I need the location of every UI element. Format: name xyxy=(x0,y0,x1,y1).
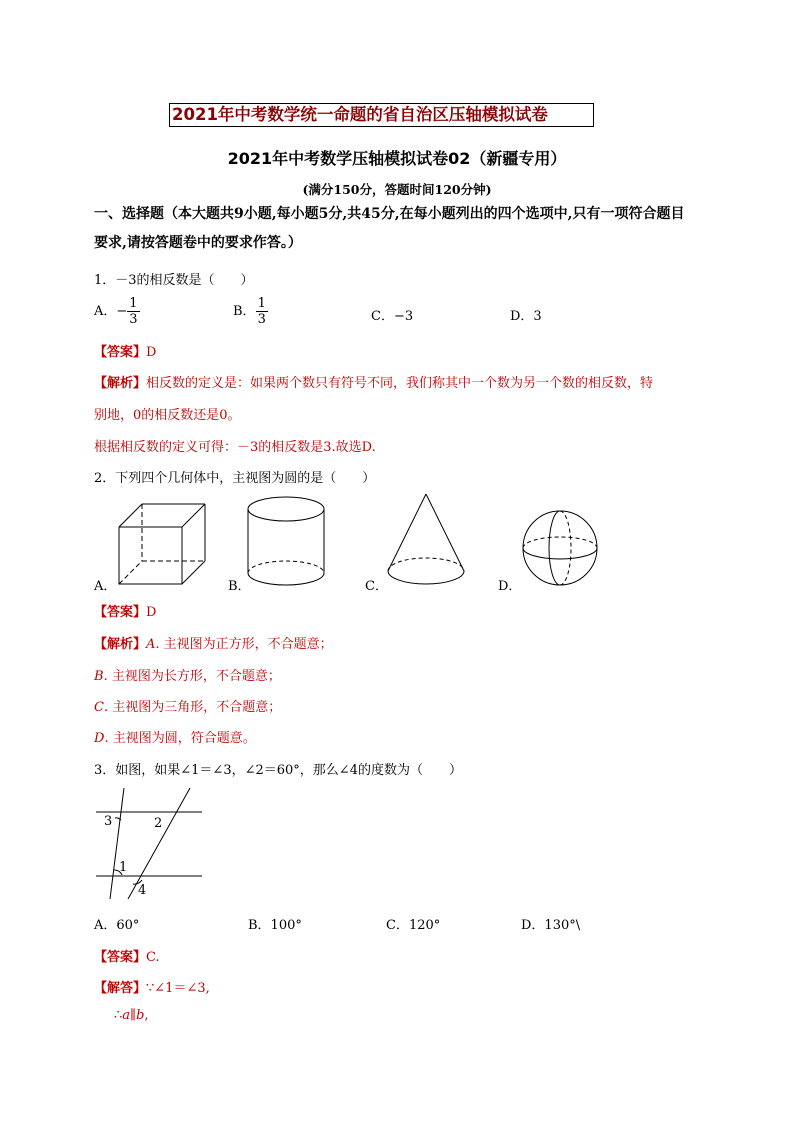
cylinder-figure xyxy=(247,496,327,588)
angle-label-3: 3 xyxy=(104,814,113,829)
q1-option-a-label: A． xyxy=(94,304,117,319)
q3-solution-line1 xyxy=(94,977,210,996)
q2-analysis-text-c: . 主视图为三角形，不合题意； xyxy=(103,700,282,715)
q2-answer-value: D xyxy=(146,605,157,620)
angle-label-1: 1 xyxy=(119,860,128,875)
answer-label: 【答案】 xyxy=(94,950,147,965)
cube-figure xyxy=(118,502,208,586)
q2-option-d: D． xyxy=(498,579,522,594)
paper-title: 2021年中考数学压轴模拟试卷02（新疆专用） xyxy=(227,149,567,168)
answer-label: 【答案】 xyxy=(94,345,147,360)
q3-answer xyxy=(94,946,160,965)
q3-solution-comma: , xyxy=(144,1008,149,1023)
q1-analysis-line2: 别地，0的相反数还是0。 xyxy=(94,408,241,423)
q2-analysis-letter-b: B xyxy=(94,669,104,684)
paper-banner: 2021年中考数学统一命题的省自治区压轴模拟试卷 xyxy=(169,103,594,127)
q3-line-a-symbol: a xyxy=(122,1008,131,1023)
q2-answer xyxy=(94,601,156,620)
section-heading-line2: 要求,请按答题卷中的要求作答。） xyxy=(94,235,302,251)
q1-answer xyxy=(94,341,156,360)
q1-option-b-denominator: 3 xyxy=(257,312,266,327)
q3-solution-line2 xyxy=(114,1008,149,1023)
q2-analysis-text-d: . 主视图为圆，符合题意。 xyxy=(104,731,256,746)
q2-stem: 2．下列四个几何体中，主视图为圆的是（ ） xyxy=(94,471,376,486)
q2-option-b: B． xyxy=(228,579,251,594)
q2-analysis-line-b xyxy=(94,665,281,684)
q3-line-b-symbol: b xyxy=(136,1008,145,1023)
transversal-left xyxy=(110,788,124,899)
q3-option-c: C．120° xyxy=(386,918,441,933)
q3-answer-value: C. xyxy=(146,950,160,965)
q2-analysis-letter-c: C xyxy=(94,700,104,715)
q1-option-a-numerator: 1 xyxy=(129,296,138,311)
cone-figure xyxy=(386,493,468,589)
q1-option-d: D．3 xyxy=(510,309,542,324)
q3-option-b: B．100° xyxy=(248,918,302,933)
analysis-label: 【解析】 xyxy=(94,376,147,391)
q1-option-a-denominator: 3 xyxy=(129,312,138,327)
q2-analysis-letter-d: D xyxy=(94,731,105,746)
q3-parallel-symbol: ∥ xyxy=(130,1008,137,1023)
answer-label: 【答案】 xyxy=(94,605,147,620)
q1-analysis-line1 xyxy=(94,372,653,391)
q2-analysis-text-b: . 主视图为长方形，不合题意； xyxy=(103,669,281,684)
q1-analysis-line3: 根据相反数的定义可得：－3的相反数是3.故选D. xyxy=(94,440,376,455)
q2-option-c: C． xyxy=(365,579,388,594)
section-heading-line1: 一、选择题（本大题共9小题,每小题5分,共45分,在每小题列出的四个选项中,只有一项符合题目 xyxy=(94,206,685,222)
q1-analysis-text1: 相反数的定义是：如果两个数只有符号不同，我们称其中一个数为另一个数的相反数，特 xyxy=(146,376,654,391)
parallel-lines-figure xyxy=(94,784,206,902)
q3-solution-text1: ∵∠1＝∠3, xyxy=(146,981,210,996)
q3-option-a: A．60° xyxy=(94,918,140,933)
q1-option-c: C．−3 xyxy=(371,309,414,324)
q2-analysis-line-c xyxy=(94,696,281,715)
section-heading xyxy=(94,200,714,258)
paper-subtitle: (满分150分，答题时间120分钟) xyxy=(302,182,492,197)
q1-option-b-label: B． xyxy=(233,304,256,319)
solution-label: 【解答】 xyxy=(94,981,147,996)
angle-label-4: 4 xyxy=(138,883,147,898)
q3-stem: 3．如图，如果∠1＝∠3，∠2＝60°，那么∠4的度数为（ ） xyxy=(94,763,462,778)
q1-stem: 1．－3的相反数是（ ） xyxy=(94,273,254,288)
q1-option-a-sign: − xyxy=(116,304,128,319)
q3-therefore-symbol: ∴ xyxy=(114,1008,123,1023)
q1-option-a-fraction xyxy=(127,296,139,327)
q3-option-d: D．130°\ xyxy=(521,918,581,933)
q1-answer-value: D xyxy=(146,345,157,360)
angle-label-2: 2 xyxy=(154,816,163,831)
q2-analysis-letter-a: A xyxy=(146,637,156,652)
q2-analysis-line-a xyxy=(94,633,333,652)
q2-option-a: A． xyxy=(94,579,117,594)
q2-analysis-line-d xyxy=(94,727,256,746)
q1-option-b xyxy=(233,296,268,327)
analysis-label: 【解析】 xyxy=(94,637,147,652)
q2-analysis-text-a: . 主视图为正方形，不合题意； xyxy=(155,637,333,652)
sphere-figure xyxy=(521,509,601,589)
q1-option-b-fraction xyxy=(256,296,268,327)
q1-option-b-numerator: 1 xyxy=(257,296,266,311)
q1-option-a xyxy=(94,296,140,327)
